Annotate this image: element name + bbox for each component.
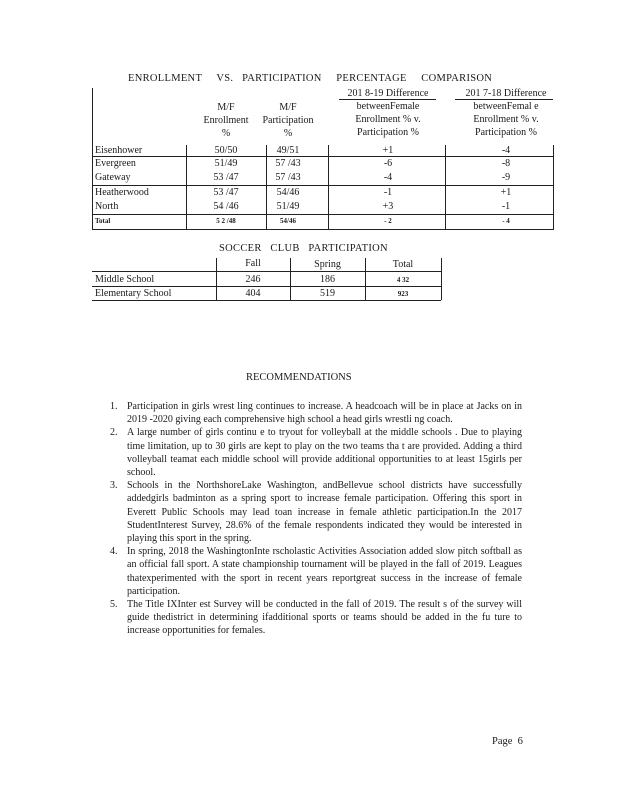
- row-enrollment: 51/49: [214, 158, 238, 169]
- item-number: 4.: [110, 546, 118, 558]
- row-diff-2017-18: -8: [501, 158, 511, 169]
- row-total: 923: [397, 290, 409, 298]
- row-participation: 49/51: [276, 145, 300, 156]
- table1-title: ENROLLMENT VS. PARTICIPATION PERCENTAGE COMPARISON: [128, 73, 493, 84]
- row-name: Elementary School: [95, 288, 172, 299]
- row-diff-2018-19-total: - 2: [384, 217, 392, 225]
- item-number: 1.: [110, 401, 118, 412]
- row-enrollment: 54 /46: [213, 201, 239, 212]
- row-diff-2018-19: -6: [383, 158, 393, 169]
- item-number: 3.: [110, 480, 118, 492]
- row-diff-2017-18: -4: [501, 145, 511, 156]
- row-enrollment: 53 /47: [213, 187, 239, 198]
- row-enrollment: 53 /47: [213, 172, 239, 183]
- item-text: The Title IXInter est Survey will be conducted in the fall of 2019. The result s of the survey will guide thedistrict in determining ifadditional sports or teams should be added in the fu ture to increase opportunities for females.: [127, 599, 522, 637]
- row-enrollment: 50/50: [214, 145, 238, 156]
- table2-divider: [441, 258, 442, 300]
- row-diff-2017-18: -1: [501, 201, 511, 212]
- recommendation-item: [110, 426, 522, 479]
- row-name: Heatherwood: [95, 187, 149, 198]
- recommendations-list: [110, 400, 522, 638]
- header-fall: Fall: [245, 258, 261, 269]
- item-text: Schools in the NorthshoreLake Washington, andBellevue school districts have successfully addedgirls badminton as a spring sport to increase female participation. Offering this sport in Everett Public Schools may lead toan increase in female athletic participation.In the 2017 StudentInterest Survey, 28.6% of the female respondents indicated they would be interested in playing this sport in the spring.: [127, 480, 522, 545]
- row-participation: 54/46: [276, 187, 300, 198]
- table2-title: SOCCER CLUB PARTICIPATION: [219, 243, 388, 254]
- header-diff-2017-18: 201 7-18 Difference betweenFemal e Enrollment % v. Participation %: [465, 88, 547, 138]
- row-diff-2018-19: -1: [383, 187, 393, 198]
- row-participation: 57 /43: [275, 158, 301, 169]
- row-spring: 519: [320, 288, 335, 299]
- row-spring: 186: [320, 274, 335, 285]
- header-diff-2018-19: 201 8-19 Difference betweenFemale Enrollment % v. Participation %: [347, 88, 429, 138]
- row-fall: 404: [245, 288, 261, 299]
- recommendation-item: [110, 545, 522, 598]
- row-total: 4 32: [396, 276, 410, 284]
- item-text: A large number of girls continu e to tryout for volleyball at the middle schools . Due to playing time limitation, up to 30 girls are kept to play on the two teams tha t are provided. Adding a third volleyball teamat each middle school will provide additional opportunities to at least 15girls per school.: [127, 427, 522, 479]
- row-diff-2018-19: -4: [383, 172, 393, 183]
- row-name: Gateway: [95, 172, 131, 183]
- row-diff-2018-19: +1: [382, 145, 394, 156]
- page-number: Page 6: [492, 736, 523, 747]
- recommendations-title: RECOMMENDATIONS: [246, 372, 352, 383]
- table2-divider: [92, 271, 441, 272]
- item-number: 2.: [110, 427, 118, 439]
- recommendation-item: [110, 598, 522, 638]
- header-participation: M/F Participation %: [262, 102, 314, 139]
- row-name: Evergreen: [95, 158, 136, 169]
- header-total: Total: [392, 259, 414, 270]
- row-name: Eisenhower: [95, 145, 143, 156]
- row-diff-2017-18: -9: [501, 172, 511, 183]
- row-diff-2018-19: +3: [382, 201, 394, 212]
- recommendation-item: [110, 400, 522, 426]
- header-enrollment: M/F Enrollment %: [203, 102, 249, 139]
- row-diff-2017-18: +1: [500, 187, 512, 198]
- item-text: Participation in girls wrest ling continues to increase. A headcoach will be in place at Jacks on in 2019 -2020 giving each comprehensive high school a head girls wrestli ng coach.: [127, 401, 522, 426]
- table1-divider: [92, 229, 553, 230]
- table1-divider: [92, 88, 93, 230]
- recommendation-item: [110, 479, 522, 545]
- row-participation: 57 /43: [275, 172, 301, 183]
- header-spring: Spring: [314, 259, 341, 270]
- item-number: 5.: [110, 599, 118, 611]
- row-diff-2017-18-total: - 4: [502, 217, 510, 225]
- row-name-total: Total: [95, 217, 111, 225]
- row-name: North: [95, 201, 119, 212]
- row-participation: 51/49: [276, 201, 300, 212]
- table1-divider: [328, 145, 329, 230]
- row-enrollment-total: 5 2 /48: [216, 217, 236, 225]
- row-name: Middle School: [95, 274, 155, 285]
- row-fall: 246: [245, 274, 261, 285]
- item-text: In spring, 2018 the WashingtonInte rscholastic Activities Association added slow pitch softball as an official fall sport. A state championship tournament will be played in the fall of 2019. Leagues thatexperimented with the sport in recent years reportgreat success in the increase of female participation.: [127, 546, 522, 597]
- row-participation-total: 54/46: [280, 217, 296, 225]
